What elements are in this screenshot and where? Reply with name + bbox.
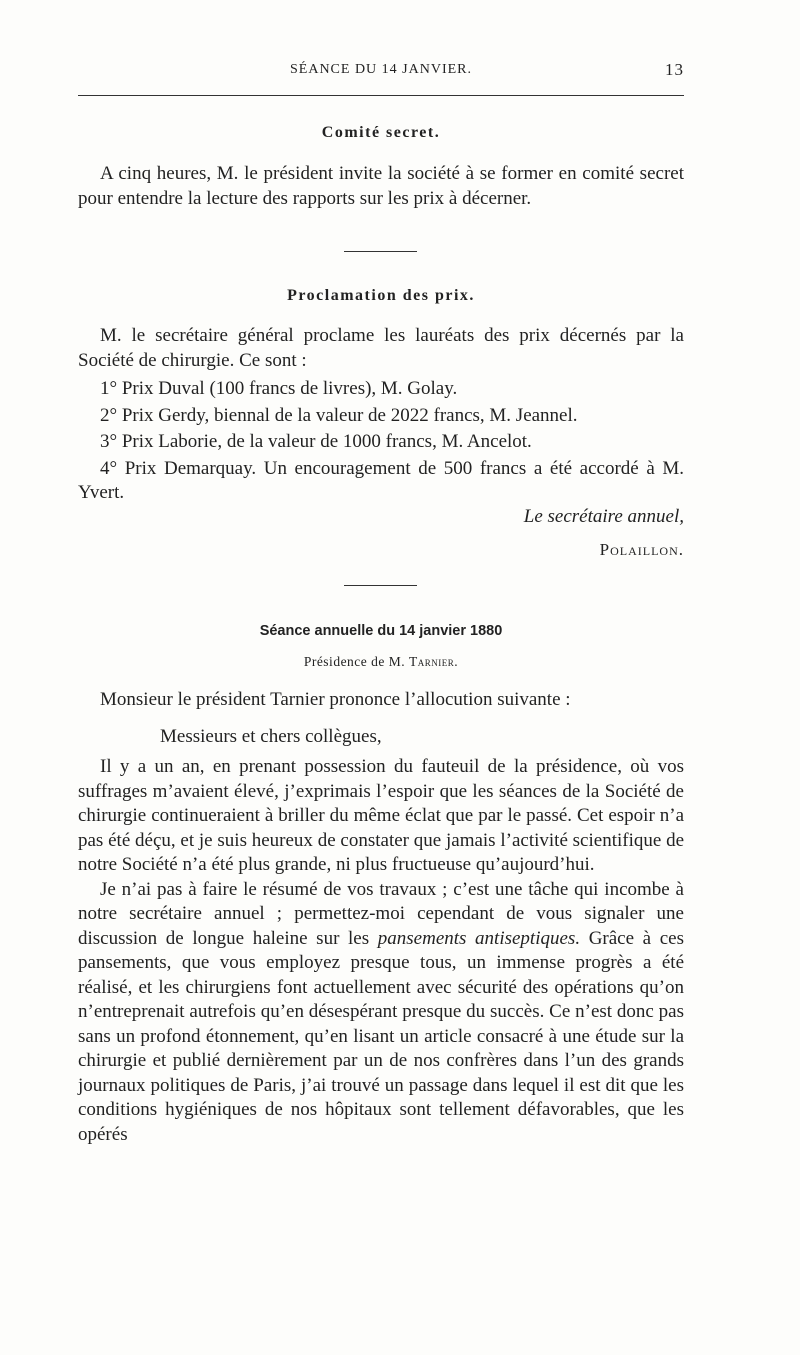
signature-title: Le secrétaire annuel,	[523, 506, 684, 527]
page-number: 13	[665, 60, 684, 79]
paragraph: Il y a un an, en prenant possession du fauteuil de la présidence, où vos suffrages m’avaient élevé, j’exprimais l’espoir que les séances de la Société de chirurgie continueraient à briller du même éclat que par le passé. Cet espoir n’a pas été déçu, et je suis heureux de constater que jamais l’activité scientifique de notre Société n’a été plus grande, ni plus fructueuse qu’aujourd’hui.	[78, 756, 684, 875]
prize-item: 3° Prix Laborie, de la valeur de 1000 francs, M. Ancelot.	[100, 431, 532, 452]
salutation: Messieurs et chers collègues,	[160, 725, 382, 747]
header-rule	[78, 95, 684, 96]
section-divider	[344, 585, 417, 586]
presidence-label: Présidence de M.	[303, 654, 406, 669]
section-heading-proclamation: Proclamation des prix.	[287, 287, 475, 304]
running-header-title: SÉANCE DU 14 JANVIER.	[290, 62, 472, 77]
running-header	[78, 62, 684, 84]
session-title: Séance annuelle du 14 janvier 1880	[259, 623, 503, 639]
proclamation-body	[78, 324, 684, 506]
section-divider	[344, 251, 417, 252]
prize-item: 1° Prix Duval (100 francs de livres), M. Golay.	[100, 378, 458, 399]
presidence-line	[78, 654, 684, 670]
paragraph: A cinq heures, M. le président invite la société à se former en comité secret pour entendre la lecture des rapports sur les prix à décerner.	[78, 163, 684, 209]
section-heading-comite-secret: Comité secret.	[321, 124, 441, 141]
prize-item: 4° Prix Demarquay. Un encouragement de 500 francs a été accordé à M. Yvert.	[78, 457, 684, 503]
prize-item: 2° Prix Gerdy, biennal de la valeur de 2022 francs, M. Jeannel.	[100, 404, 578, 426]
italic-term: pansements antiseptiques.	[377, 927, 581, 949]
session-body	[78, 688, 684, 1147]
paragraph-text: Grâce à ces pansements, que vous employez presque tous, un immense progrès a été réalisé, et les chirurgiens font actuellement avec sécurité des opérations qu’on n’entreprenait autrefois qu’en désespérant presque du succès. Ce n’est donc pas sans un profond étonnement, qu’en lisant un article consacré à une étude sur la chirurgie et publié dernièrement par un de nos confrères dans l’un des grands journaux politiques de Paris, j’ai trouvé un passage dans lequel il est dit que les conditions hygiéniques de nos hôpitaux sont tellement défavorables, que les opérés	[78, 927, 684, 1145]
signature-name: Polaillon.	[599, 540, 684, 559]
paragraph: Monsieur le président Tarnier prononce l’allocution suivante :	[100, 689, 571, 710]
paragraph	[78, 878, 684, 1148]
comite-secret-paragraph	[78, 162, 684, 211]
paragraph-text: Je n’ai pas à faire le résumé de vos travaux ; c’est une tâche qui incombe à notre secrétaire annuel ; permettez-moi cependant de vous signaler une discussion de longue haleine sur les	[78, 878, 684, 949]
paragraph: M. le secrétaire général proclame les lauréats des prix décernés par la Société de chirurgie. Ce sont :	[78, 325, 684, 371]
presidence-name: Tarnier.	[409, 654, 459, 669]
